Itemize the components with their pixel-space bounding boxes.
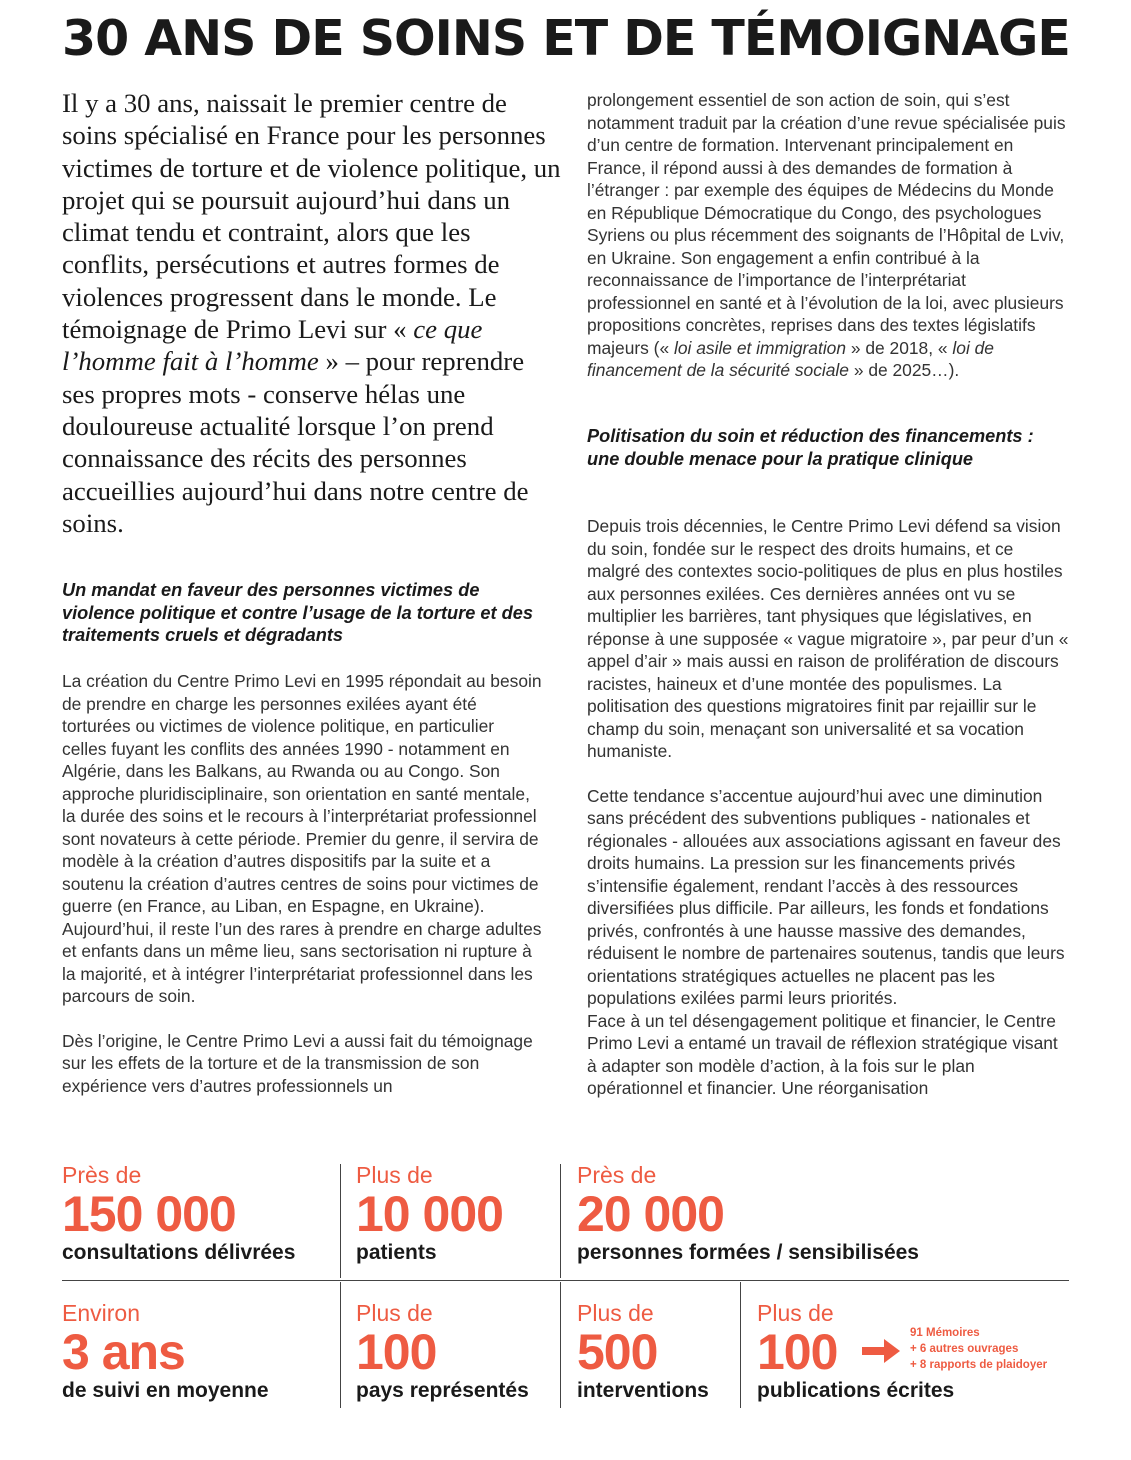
stat-lead: Plus de: [356, 1162, 433, 1188]
stat-value: 10 000: [356, 1186, 503, 1242]
left-column-body: [62, 670, 542, 1097]
stat-label: consultations délivrées: [62, 1241, 296, 1264]
arrow-right-icon: [862, 1339, 902, 1363]
stat-value: 100: [757, 1324, 838, 1380]
publication-detail-rapports: + 8 rapports de plaidoyer: [910, 1359, 1048, 1371]
divider: [340, 1164, 341, 1278]
intro-paragraph: [62, 87, 562, 539]
stat-label: publications écrites: [757, 1379, 955, 1402]
stat-lead: Environ: [62, 1300, 140, 1326]
intro-quote: ce que l’homme fait à l’homme: [62, 314, 483, 377]
paragraph-desengagement: Face à un tel désengagement politique et financier, le Centre Primo Levi a entamé un travail de réflexion stratégique visant à adapter son modèle d’action, à la fois sur le plan opérationnel et financier. Une réorganisation: [587, 1010, 1058, 1098]
law-separator: » de 2018, «: [846, 337, 953, 358]
divider: [340, 1282, 341, 1408]
section-heading-mandat: Un mandat en faveur des personnes victimes de violence politique et contre l’usage de la torture et des traitements cruels et dégradants: [62, 580, 533, 645]
prolongement-text: prolongement essentiel de son action de soin, qui s’est notamment traduit par la création d’une revue spécialisée puis d’un centre de formation. Intervenant principalement en France, il répond aussi à des demandes de formation à l’étranger : par exemple des équipes de Médecins du Monde en République Démocratique du Congo, des psychologues Syriens ou plus récemment des soignants de l’Hôpital de Lviv, en Ukraine. Son engagement a enfin contribué à la reconnaissance de l’importance de l’interprétariat professionnel en santé et à l’évolution de la loi, avec plusieurs propositions concrètes, reprises dans des textes législatifs majeurs («: [587, 90, 1066, 358]
stat-label: patients: [356, 1241, 437, 1264]
paragraph-creation: La création du Centre Primo Levi en 1995 répondait au besoin de prendre en charge les personnes exilées ayant été torturées ou victimes de violence politique, en particulier celles fuyant les conflits des années 1990 - notamment en Algérie, dans les Balkans, au Rwanda ou au Congo. Son approche pluridisciplinaire, son orientation en santé mentale, la durée des soins et le recours à l’interprétariat professionnel sont novateurs à cette période. Premier du genre, il servira de modèle à la création d’autres dispositifs par la suite et a soutenu la création d’autres centres de soins pour victimes de guerre (en France, au Liban, en Espagne, en Ukraine). Aujourd’hui, il reste l’un des rares à prendre en charge adultes et enfants dans un même lieu, sans sectorisation ni rupture à la majorité, et à intégrer l’interprétariat professionnel dans les parcours de soin.: [62, 671, 542, 1006]
stat-lead: Près de: [62, 1162, 142, 1188]
stat-formees: [577, 1162, 919, 1266]
paragraph-temoignage: Dès l’origine, le Centre Primo Levi a aussi fait du témoignage sur les effets de la torture et de la transmission de son expérience vers d’autres professionnels un: [62, 1030, 533, 1096]
stat-label: personnes formées / sensibilisées: [577, 1241, 919, 1264]
stat-label: interventions: [577, 1379, 709, 1402]
publication-details: [910, 1325, 1047, 1373]
paragraph-prolongement: [587, 89, 1069, 382]
divider: [560, 1164, 561, 1278]
paragraph-financements: Cette tendance s’accentue aujourd’hui avec une diminution sans précédent des subventions publiques - nationales et régionales - allouées aux associations agissant en faveur des droits humains. La pression sur les financements privés s’intensifie également, rendant l’accès à des ressources diversifiées plus difficile. Par ailleurs, les fonds et fondations privés, confrontés à une hausse massive des demandes, réduisent le nombre de partenaires soutenus, tandis que leurs orientations stratégiques actuelles ne placent pas les populations exilées parmi leurs priorités.: [587, 785, 1065, 1008]
law-asile: loi asile et immigration: [673, 337, 847, 358]
stat-pays: [356, 1300, 529, 1404]
right-column-top: [587, 89, 1069, 382]
stat-lead: Plus de: [577, 1300, 654, 1326]
paragraph-politisation: Depuis trois décennies, le Centre Primo Levi défend sa vision du soin, fondée sur le respect des droits humains, et ce malgré des contextes socio-politiques de plus en plus hostiles aux personnes exilées. Ces dernières années ont vu se multiplier les barrières, tant physiques que législatives, en réponse à une supposée « vague migratoire », par peur d’un « appel d’air » mais aussi en raison de prolifération de discours racistes, haineux et d’une montée des populismes. La politisation des questions migratoires finit par rejaillir sur le champ du soin, menaçant son universalité et sa vocation humaniste.: [587, 516, 1069, 761]
right-column-bottom: [587, 515, 1069, 1100]
stat-lead: Plus de: [757, 1300, 834, 1326]
stat-value: 500: [577, 1324, 658, 1380]
stat-lead: Près de: [577, 1162, 657, 1188]
stat-value: 20 000: [577, 1186, 724, 1242]
publication-detail-ouvrages: + 6 autres ouvrages: [910, 1343, 1019, 1355]
stat-value: 100: [356, 1324, 437, 1380]
divider: [560, 1282, 561, 1408]
stat-suivi: [62, 1300, 269, 1404]
stat-consultations: [62, 1162, 295, 1266]
divider: [740, 1282, 741, 1408]
stats-separator: [62, 1280, 1069, 1281]
stat-label: pays représentés: [356, 1379, 529, 1402]
intro-text-2: » – pour reprendre ses propres mots - conserve hélas une douloureuse actualité lorsque l’on prend connaissance des récits des personnes accueillies aujourd’hui dans notre centre de soins.: [62, 346, 529, 538]
stat-patients: [356, 1162, 503, 1266]
stat-label: de suivi en moyenne: [62, 1379, 269, 1402]
stat-lead: Plus de: [356, 1300, 433, 1326]
section-heading-politisation: Politisation du soin et réduction des financements : une double menace pour la pratique clinique: [587, 426, 1034, 469]
stat-interventions: [577, 1300, 709, 1404]
law-financement: loi de financement de la sécurité sociale: [587, 337, 994, 380]
page-title: 30 ANS DE SOINS ET DE TÉMOIGNAGE: [62, 10, 1070, 67]
publication-detail-memoires: 91 Mémoires: [910, 1327, 980, 1339]
stat-value: 3 ans: [62, 1324, 185, 1380]
intro-text-1: Il y a 30 ans, naissait le premier centre de soins spécialisé en France pour les personnes victimes de torture et de violence politique, un projet qui se poursuit aujourd’hui dans un climat tendu et contraint, alors que les conflits, persécutions et autres formes de violences progressent dans le monde. Le témoignage de Primo Levi sur «: [62, 88, 561, 345]
law-ending: » de 2025…).: [848, 360, 960, 380]
stat-value: 150 000: [62, 1186, 236, 1242]
